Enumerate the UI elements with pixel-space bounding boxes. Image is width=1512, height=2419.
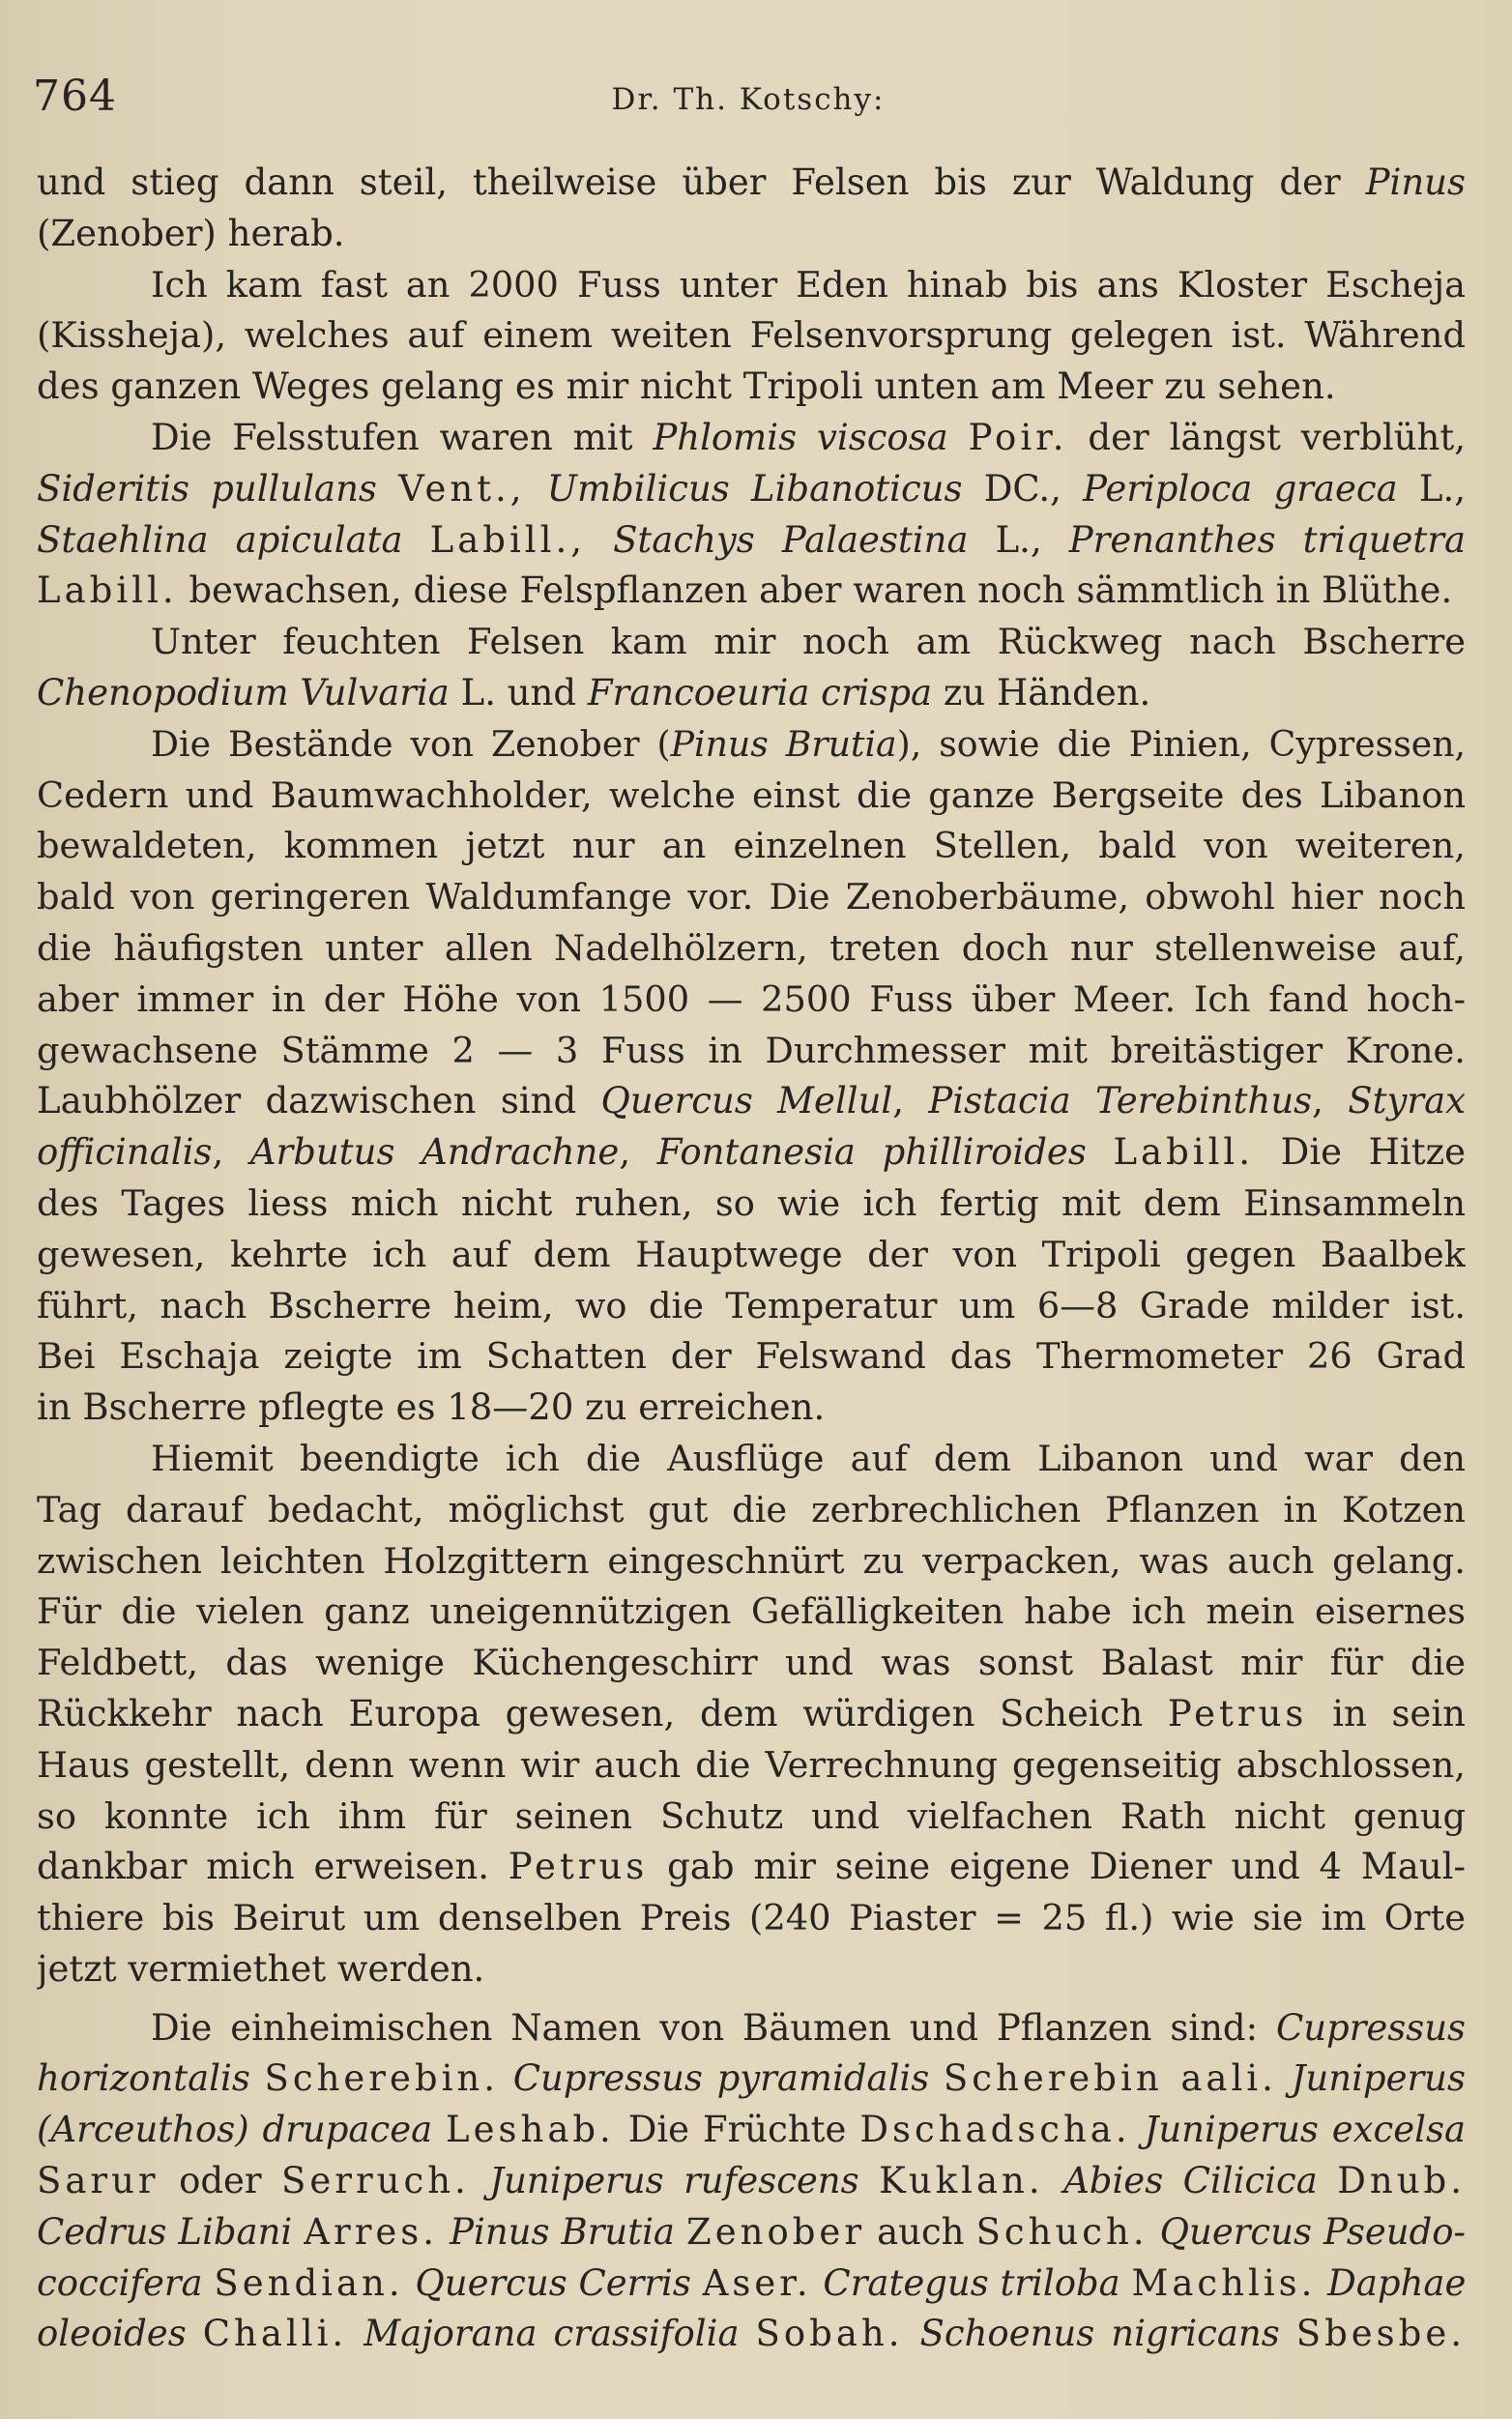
text-run: (Kissheja), welches auf einem weiten Felsenvorsprung gelegen ist. Während	[37, 314, 1466, 357]
text-line	[37, 158, 1466, 209]
species-name: Prenanthes triquetra	[1068, 518, 1466, 561]
text-run: Die Hitze	[1280, 1131, 1466, 1174]
text-run: dankbar mich erweisen.	[37, 1846, 489, 1888]
text-line	[37, 310, 1466, 362]
text-run: Feldbett, das wenige Küchengeschirr und was sonst Balast mir für die	[37, 1642, 1466, 1684]
species-name: Stachys Palaestina	[613, 518, 969, 561]
species-name: Sideritis pullulans	[37, 467, 377, 510]
text-line	[37, 1689, 1466, 1740]
text-run: gab mir seine eigene Diener und 4 Maul-	[667, 1846, 1466, 1888]
text-run: bewaldeten, kommen jetzt nur an einzelnen Stellen, bald von weiteren,	[37, 825, 1466, 867]
text-run: thiere bis Beirut um denselben Preis (240 Piaster = 25 fl.) wie sie im Orte	[37, 1897, 1466, 1939]
vernacular-name: Kuklan.	[879, 2160, 1044, 2202]
text-line	[37, 2003, 1466, 2055]
vernacular-name: Schuch.	[975, 2210, 1149, 2253]
text-run: Bei Eschaja zeigte im Schatten der Felswand das Thermometer 26 Grad	[37, 1335, 1466, 1378]
author-name: L.,	[995, 518, 1042, 561]
vernacular-name: Sendian.	[214, 2261, 404, 2304]
text-line	[37, 719, 1466, 771]
text-run: L. und	[460, 671, 577, 714]
text-line	[37, 1281, 1466, 1332]
author-name: Labill.,	[429, 518, 586, 561]
vernacular-name: Sobah.	[755, 2313, 904, 2355]
text-run: ,	[892, 1080, 905, 1122]
text-run: Rückkehr nach Europa gewesen, dem würdigen Scheich	[37, 1692, 1144, 1734]
text-run: (Zenober) herab.	[37, 212, 345, 254]
vernacular-name: Sarur	[37, 2160, 160, 2202]
text-run: bewachsen, diese Felspflanzen aber waren noch sämmtlich in Blüthe.	[189, 569, 1453, 612]
text-run: der längst verblüht,	[1088, 416, 1466, 458]
text-run: Tag darauf bedacht, möglichst gut die zerbrechlichen Pflanzen in Kotzen	[37, 1488, 1466, 1530]
text-line	[37, 2054, 1466, 2105]
species-name: Juniperus rufescens	[489, 2160, 859, 2202]
species-name: Staehlina apiculata	[37, 518, 403, 561]
species-name: Cupressus	[1275, 2006, 1466, 2049]
text-run: Die einheimischen Namen von Bäumen und Pflanzen sind:	[151, 2006, 1259, 2049]
species-name: Juniperus excelsa	[1144, 2109, 1466, 2151]
species-name: Periploca graeca	[1083, 467, 1398, 510]
text-run: Die Felsstufen waren mit	[151, 416, 633, 458]
text-run: Unter feuchten Felsen kam mir noch am Rückweg nach Bscherre	[151, 621, 1466, 663]
text-line	[37, 209, 1466, 260]
person-name: Petrus	[1167, 1692, 1308, 1734]
text-line	[37, 1944, 1466, 1996]
text-line	[37, 2309, 1466, 2360]
text-run: auch	[877, 2210, 965, 2253]
vernacular-name: Dschadscha.	[859, 2109, 1131, 2151]
page-header	[33, 68, 1464, 126]
species-name: Pinus Brutia	[670, 722, 897, 765]
text-line	[37, 1893, 1466, 1944]
vernacular-name: Scherebin.	[264, 2057, 499, 2100]
species-name: Daphae	[1327, 2261, 1466, 2304]
text-line	[37, 975, 1466, 1026]
text-run: ,	[619, 1131, 631, 1174]
species-name: Quercus Cerris	[415, 2261, 691, 2304]
species-name: Cedrus Libani	[37, 2210, 293, 2253]
author-name: L.,	[1418, 467, 1466, 510]
author-name: Vent.,	[398, 467, 526, 510]
text-run: zwischen leichten Holzgittern eingeschnürt zu verpacken, was auch gelang.	[37, 1539, 1466, 1582]
text-line	[37, 1179, 1466, 1230]
text-line	[37, 1638, 1466, 1689]
text-line	[37, 1230, 1466, 1281]
text-line	[37, 1842, 1466, 1893]
text-line	[37, 821, 1466, 872]
text-run: des Tages liess mich nicht ruhen, so wie ich fertig mit dem Einsammeln	[37, 1181, 1466, 1224]
text-run: gewachsene Stämme 2 — 3 Fuss in Durchmesser mit breitästiger Krone.	[37, 1029, 1466, 1071]
vernacular-name: Zenober	[686, 2210, 866, 2253]
species-name: Arbutus Andrachne	[249, 1131, 620, 1174]
text-run: gewesen, kehrte ich auf dem Hauptwege der von Tripoli gegen Baalbek	[37, 1233, 1466, 1275]
species-name: Phlomis viscosa	[653, 416, 948, 458]
text-run: ), sowie die Pinien, Cypressen,	[896, 722, 1466, 765]
text-run: so konnte ich ihm für seinen Schutz und vielfachen Rath nicht genug	[37, 1794, 1466, 1837]
text-line	[37, 1485, 1466, 1536]
text-run: ,	[1312, 1080, 1323, 1122]
species-name: Quercus Mellul	[600, 1080, 893, 1122]
text-line	[37, 1026, 1466, 1077]
text-run: Ich kam fast an 2000 Fuss unter Eden hinab bis ans Kloster Escheja	[151, 263, 1466, 306]
text-line	[37, 771, 1466, 822]
text-line	[37, 515, 1466, 567]
vernacular-name: Arres.	[304, 2210, 439, 2253]
species-name: Pinus	[1365, 161, 1466, 203]
text-line	[37, 1536, 1466, 1588]
text-run: die häufigsten unter allen Nadelhölzern, treten doch nur stellenweise auf,	[37, 926, 1466, 969]
species-name: Quercus Pseudo-	[1159, 2210, 1466, 2253]
body-text	[37, 158, 1466, 2360]
species-name: Pistacia Terebinthus	[928, 1080, 1313, 1122]
text-run: bald von geringeren Waldumfange vor. Die Zenoberbäume, obwohl hier noch	[37, 876, 1466, 918]
person-name: Petrus	[508, 1846, 649, 1888]
text-line	[37, 2105, 1466, 2156]
species-name: Schoenus nigricans	[919, 2313, 1280, 2355]
author-name: Labill.	[37, 569, 178, 612]
species-name: Pinus Brutia	[450, 2210, 675, 2253]
text-run: führt, nach Bscherre heim, wo die Temperatur um 6—8 Grade milder ist.	[37, 1284, 1466, 1326]
text-line	[37, 413, 1466, 464]
species-name: Fontanesia philliroides	[656, 1131, 1087, 1174]
text-line	[37, 464, 1466, 515]
text-line	[37, 1587, 1466, 1638]
vernacular-name: Scherebin aali.	[943, 2057, 1277, 2100]
text-run: Hiemit beendigte ich die Ausflüge auf dem Libanon und war den	[151, 1437, 1466, 1479]
species-name: Crategus triloba	[823, 2261, 1120, 2304]
author-name: Poir.	[968, 416, 1068, 458]
text-run: zu Händen.	[943, 671, 1151, 714]
vernacular-name: Leshab.	[446, 2109, 615, 2151]
text-run: des ganzen Weges gelang es mir nicht Tripoli unten am Meer zu sehen.	[37, 365, 1336, 408]
text-line	[37, 872, 1466, 923]
text-line	[37, 1076, 1466, 1127]
vernacular-name: Sbesbe.	[1295, 2313, 1466, 2355]
paragraph-gap	[37, 1996, 1466, 2003]
text-run: und stieg dann steil, theilweise über Felsen bis zur Waldung der	[37, 161, 1341, 203]
text-run: Haus gestellt, denn wenn wir auch die Verrechnung gegenseitig abschlossen,	[37, 1743, 1466, 1786]
running-head: Dr. Th. Kotschy:	[611, 82, 886, 117]
species-name: Cupressus pyramidalis	[512, 2057, 930, 2100]
text-line	[37, 2259, 1466, 2310]
species-name: Chenopodium Vulvaria	[37, 671, 450, 714]
text-line	[37, 2207, 1466, 2259]
text-line	[37, 1740, 1466, 1792]
vernacular-name: Challi.	[202, 2313, 348, 2355]
species-name: Majorana crassifolia	[363, 2313, 740, 2355]
text-line	[37, 617, 1466, 668]
text-run: in sein	[1332, 1692, 1466, 1734]
text-run: jetzt vermiethet werden.	[37, 1947, 485, 1990]
text-run: ,	[212, 1131, 224, 1174]
text-run: Laubhölzer dazwischen sind	[37, 1080, 577, 1122]
text-run: Cedern und Baumwachholder, welche einst die ganze Bergseite des Libanon	[37, 773, 1466, 816]
text-line	[37, 362, 1466, 413]
text-line	[37, 2156, 1466, 2207]
text-run: oder	[179, 2160, 262, 2202]
text-line	[37, 923, 1466, 975]
species-name: (Arceuthos) drupacea	[37, 2109, 433, 2151]
species-name: oleoides	[37, 2313, 187, 2355]
vernacular-name: Dnub.	[1337, 2160, 1466, 2202]
text-line	[37, 260, 1466, 311]
vernacular-name: Machlis.	[1131, 2261, 1317, 2304]
species-name: Francoeuria crispa	[587, 671, 933, 714]
text-run: Die Bestände von Zenober (	[151, 722, 671, 765]
text-line	[37, 1127, 1466, 1179]
text-run: in Bscherre pflegte es 18—20 zu erreichen.	[37, 1386, 826, 1429]
species-name: officinalis	[37, 1131, 213, 1174]
species-name: Abies Cilicica	[1063, 2160, 1318, 2202]
text-line	[37, 1383, 1466, 1434]
species-name: Umbilicus Libanoticus	[546, 467, 963, 510]
text-run: Die Früchte	[627, 2109, 847, 2151]
text-line	[37, 1792, 1466, 1843]
species-name: horizontalis	[37, 2057, 250, 2100]
species-name: Styrax	[1348, 1080, 1466, 1122]
author-name: DC.,	[983, 467, 1061, 510]
text-line	[37, 1331, 1466, 1383]
text-line	[37, 668, 1466, 719]
page-number: 764	[33, 72, 117, 121]
text-line	[37, 566, 1466, 617]
text-run: aber immer in der Höhe von 1500 — 2500 Fuss über Meer. Ich fand hoch-	[37, 977, 1466, 1020]
vernacular-name: Serruch.	[281, 2160, 470, 2202]
vernacular-name: Aser.	[702, 2261, 812, 2304]
text-line	[37, 1434, 1466, 1485]
species-name: coccifera	[37, 2261, 203, 2304]
species-name: Juniperus	[1291, 2057, 1466, 2100]
author-name: Labill.	[1113, 1131, 1255, 1174]
text-run: Für die vielen ganz uneigennützigen Gefälligkeiten habe ich mein eisernes	[37, 1590, 1466, 1633]
